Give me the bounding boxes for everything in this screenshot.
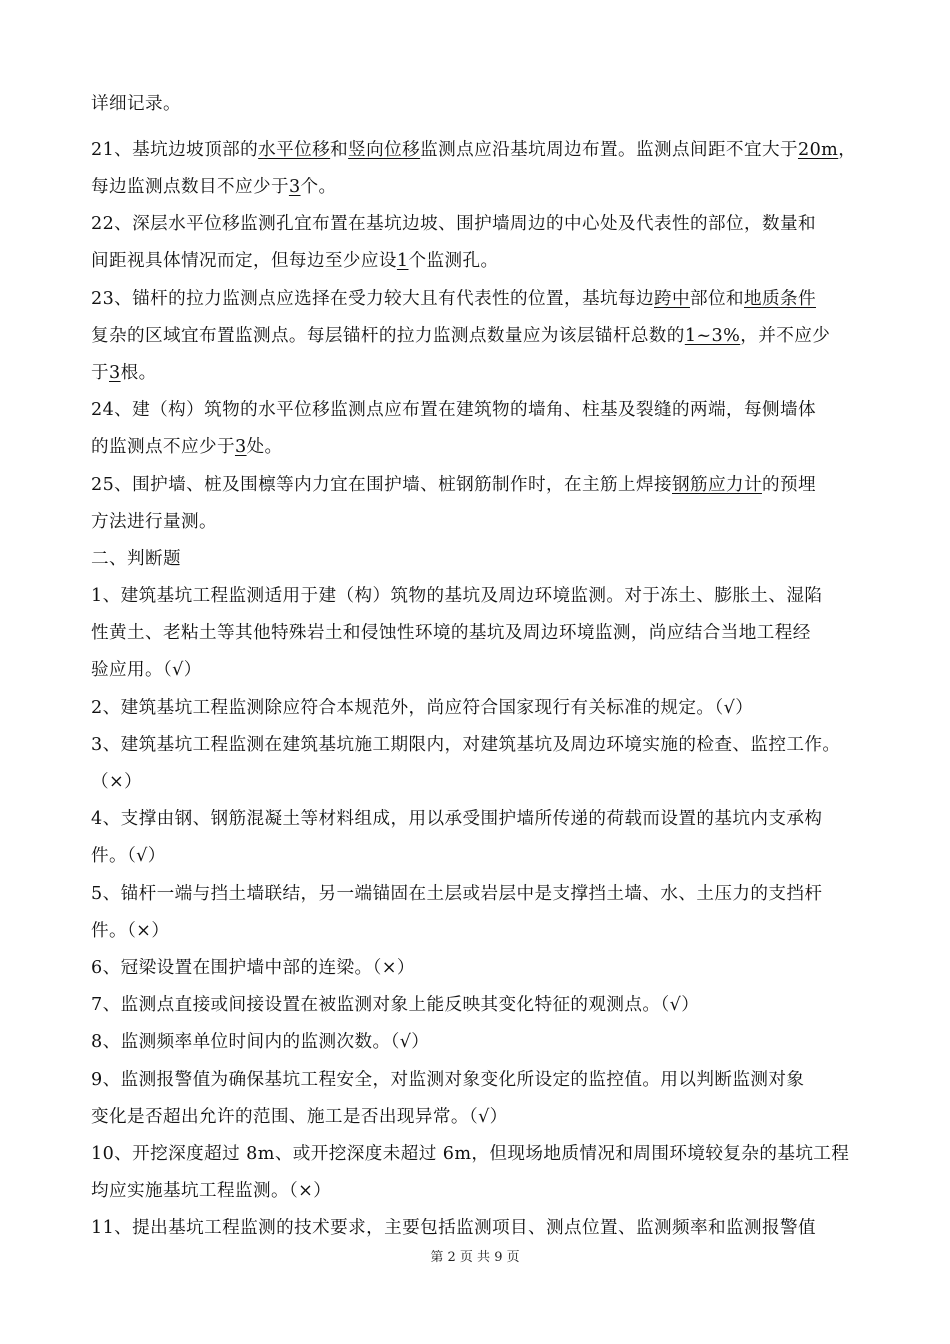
text-line: 10、开挖深度超过 8m、或开挖深度未超过 6m，但现场地质情况和周围环境较复杂的基坑工程 (91, 1144, 850, 1164)
answer-blank: 水平位移 (258, 140, 331, 160)
text-line: 件。（√） (91, 846, 166, 866)
text-line: 4、支撑由钢、钢筋混凝土等材料组成，用以承受围护墙所传递的荷载而设置的基坑内支承构 (91, 809, 823, 829)
section-heading: 二、判断题 (91, 549, 181, 569)
text-line: 2、建筑基坑工程监测除应符合本规范外，尚应符合国家现行有关标准的规定。（√） (91, 698, 754, 718)
text-line: 每边监测点数目不应少于3个。 (91, 177, 337, 197)
text-line: 7、监测点直接或间接设置在被监测对象上能反映其变化特征的观测点。（√） (91, 995, 700, 1015)
answer-blank: 3 (234, 437, 247, 457)
answer-blank: 1 (396, 251, 409, 271)
text-line: 变化是否超出允许的范围、施工是否出现异常。（√） (91, 1107, 508, 1127)
text-line: 于3根。 (91, 363, 157, 383)
page-footer: 第 2 页 共 9 页 (430, 1250, 520, 1265)
text-line: 间距视具体情况而定，但每边至少应设1个监测孔。 (91, 251, 499, 271)
text-line: 件。（×） (91, 921, 170, 941)
answer-blank: 3 (109, 363, 121, 383)
text-line: 5、锚杆一端与挡土墙联结，另一端锚固在土层或岩层中是支撑挡土墙、水、土压力的支挡杆 (91, 884, 823, 904)
answer-blank: 3 (288, 177, 301, 197)
text-line: 方法进行量测。 (91, 512, 217, 532)
text-line: 3、建筑基坑工程监测在建筑基坑施工期限内，对建筑基坑及周边环境实施的检查、监控工作。 (91, 735, 841, 755)
text-line: 9、监测报警值为确保基坑工程安全，对监测对象变化所设定的监控值。用以判断监测对象 (91, 1070, 805, 1090)
answer-blank: 跨中 (654, 289, 691, 309)
text-line: 11、提出基坑工程监测的技术要求，主要包括监测项目、测点位置、监测频率和监测报警值 (91, 1218, 816, 1238)
answer-blank: 地质条件 (744, 289, 816, 309)
answer-blank: 竖向位移 (348, 140, 421, 160)
text-line: 22、深层水平位移监测孔宜布置在基坑边坡、围护墙周边的中心处及代表性的部位，数量和 (91, 214, 816, 234)
text-line: 6、冠梁设置在围护墙中部的连梁。（×） (91, 958, 415, 978)
text-line: 的监测点不应少于3处。 (91, 437, 283, 457)
text-line: 均应实施基坑工程监测。（×） (91, 1181, 332, 1201)
text-line: 8、监测频率单位时间内的监测次数。（√） (91, 1032, 430, 1052)
answer-blank: 钢筋应力计 (672, 475, 762, 495)
text-line: 详细记录。 (91, 94, 181, 114)
text-line: 复杂的区域宜布置监测点。每层锚杆的拉力监测点数量应为该层锚杆总数的1~3%，并不应少 (91, 326, 831, 346)
text-line: 性黄土、老粘土等其他特殊岩土和侵蚀性环境的基坑及周边环境监测，尚应结合当地工程经 (91, 623, 811, 643)
answer-blank: 1~3% (684, 326, 741, 346)
text-line: 验应用。（√） (91, 660, 202, 680)
text-line: 24、建（构）筑物的水平位移监测点应布置在建筑物的墙角、柱基及裂缝的两端，每侧墙体 (91, 400, 816, 420)
text-line: 1、建筑基坑工程监测适用于建（构）筑物的基坑及周边环境监测。对于冻土、膨胀土、湿陷 (91, 586, 823, 606)
text-line: 21、基坑边坡顶部的水平位移和竖向位移监测点应沿基坑周边布置。监测点间距不宜大于20m， (91, 140, 857, 160)
text-line: 23、锚杆的拉力监测点应选择在受力较大且有代表性的位置，基坑每边跨中部位和地质条件 (91, 289, 816, 309)
text-line: 25、围护墙、桩及围檩等内力宜在围护墙、桩钢筋制作时，在主筋上焊接钢筋应力计的预埋 (91, 475, 816, 495)
answer-blank: 20m (797, 140, 839, 160)
text-line: （×） (91, 772, 143, 792)
